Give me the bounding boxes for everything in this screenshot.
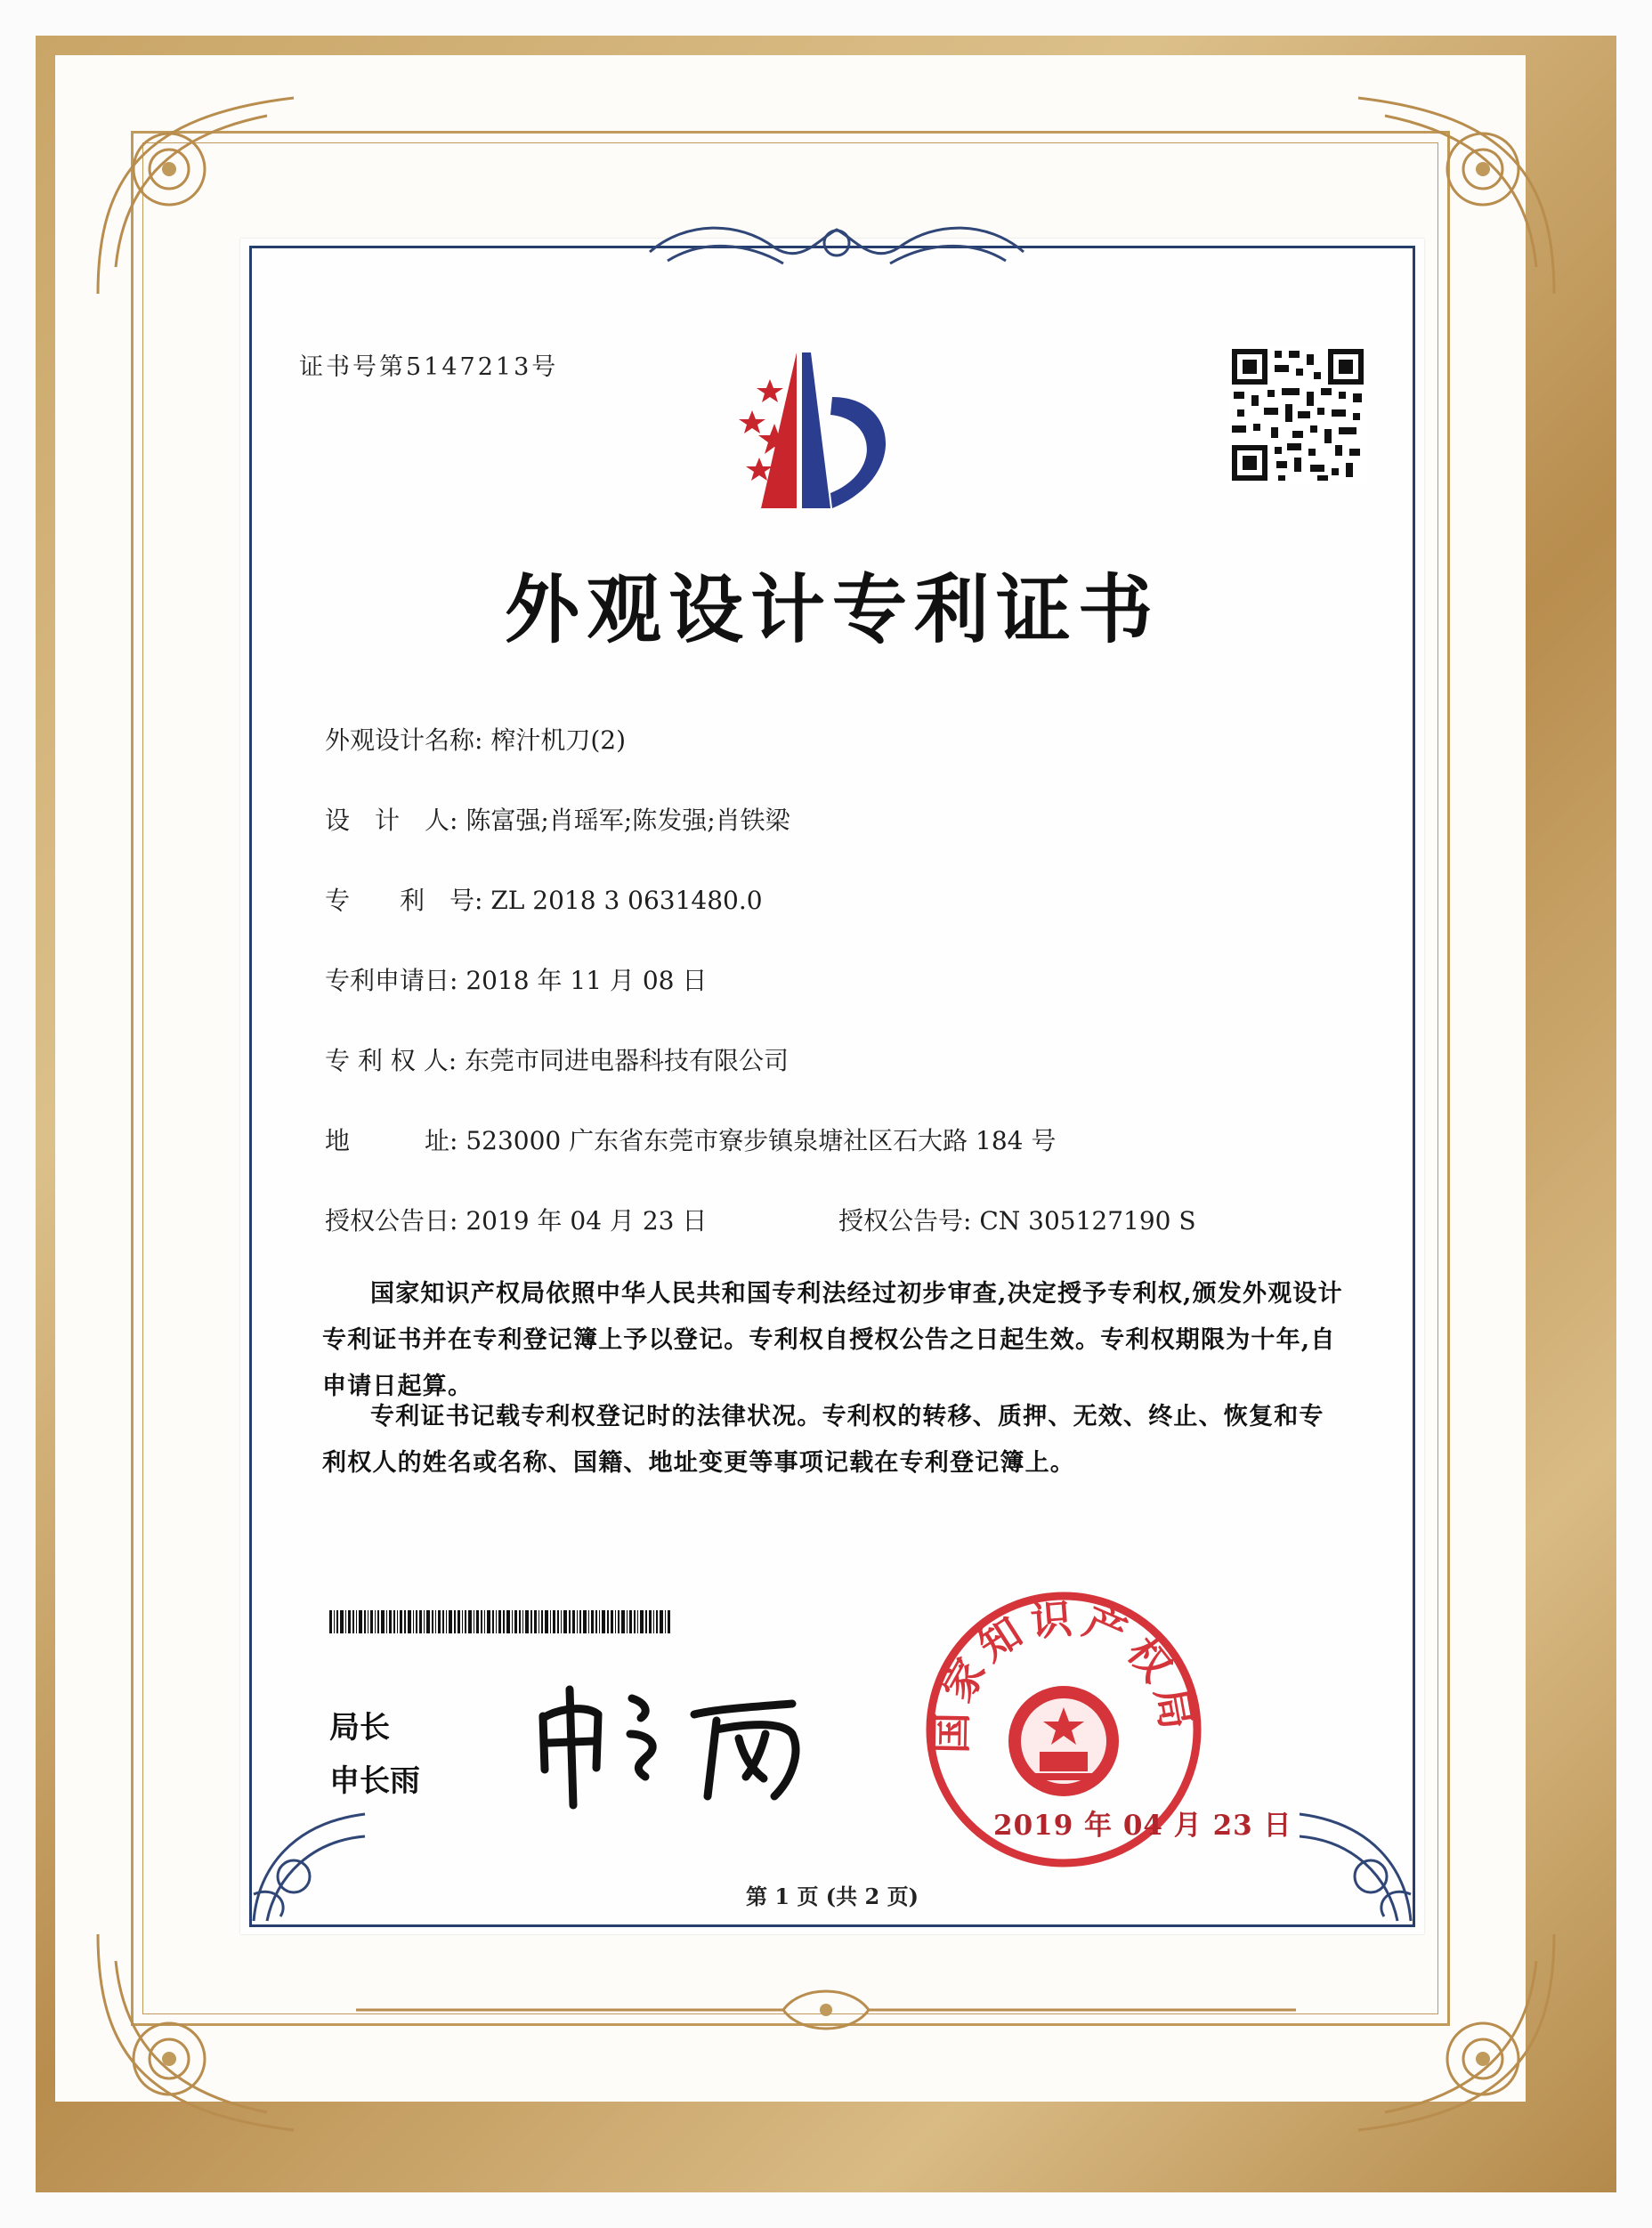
patentee-value: 东莞市同进电器科技有限公司 — [465, 1046, 790, 1075]
field-patentee — [325, 1041, 789, 1077]
field-designer — [325, 801, 790, 837]
field-patent-number — [325, 881, 763, 917]
qr-code — [1228, 345, 1367, 484]
address-label: 地 址: — [325, 1126, 458, 1155]
director-name: 申长雨 — [329, 1763, 420, 1799]
field-grant-number — [838, 1202, 1196, 1237]
field-address — [325, 1122, 1056, 1157]
grant-date-label: 授权公告日: — [325, 1206, 458, 1236]
field-grant-date — [325, 1202, 707, 1237]
patent-office-logo — [734, 344, 921, 513]
legal-paragraph-1: 国家知识产权局依照中华人民共和国专利法经过初步审查,决定授予专利权,颁发外观设计专利证书并在专利登记簿上予以登记。专利权自授权公告之日起生效。专利权期限为十年,自申请日起算。 — [322, 1280, 1343, 1400]
seal-text: 国家知识产权局 — [927, 1593, 1203, 1754]
field-filing-date — [325, 961, 707, 997]
certificate-title: 外观设计专利证书 — [504, 565, 1160, 653]
patentee-label: 专 利 权 人: — [325, 1046, 458, 1075]
certificate-number: 证书号第5147213号 — [299, 353, 559, 381]
field-design-name — [325, 721, 626, 757]
certificate-paper — [240, 239, 1424, 1934]
director-signature — [525, 1663, 863, 1814]
seal-date: 2019 年 04 月 23 日 — [993, 1810, 1292, 1842]
filing-date-value: 2018 年 11 月 08 日 — [466, 966, 708, 995]
address-value: 523000 广东省东莞市寮步镇泉塘社区石大路 184 号 — [466, 1126, 1057, 1155]
designer-value: 陈富强;肖瑶军;陈发强;肖铁梁 — [466, 806, 790, 835]
top-flourish — [632, 212, 1041, 292]
designer-label: 设 计 人: — [325, 806, 458, 835]
grant-number-value: CN 305127190 S — [979, 1206, 1196, 1236]
director-title: 局长 — [329, 1710, 390, 1746]
design-name-value: 榨汁机刀(2) — [490, 725, 627, 755]
patent-number-value: ZL 2018 3 0631480.0 — [490, 886, 763, 915]
grant-number-label: 授权公告号: — [838, 1206, 972, 1236]
patent-number-label: 专 利 号: — [325, 886, 483, 915]
design-name-label: 外观设计名称: — [325, 725, 483, 755]
grant-date-value: 2019 年 04 月 23 日 — [466, 1206, 708, 1236]
filing-date-label: 专利申请日: — [325, 966, 458, 995]
page-number: 第 1 页 (共 2 页) — [746, 1884, 919, 1909]
barcode — [329, 1610, 671, 1633]
legal-paragraph-2: 专利证书记载专利权登记时的法律状况。专利权的转移、质押、无效、终止、恢复和专利权人的姓名或名称、国籍、地址变更等事项记载在专利登记簿上。 — [322, 1403, 1324, 1477]
